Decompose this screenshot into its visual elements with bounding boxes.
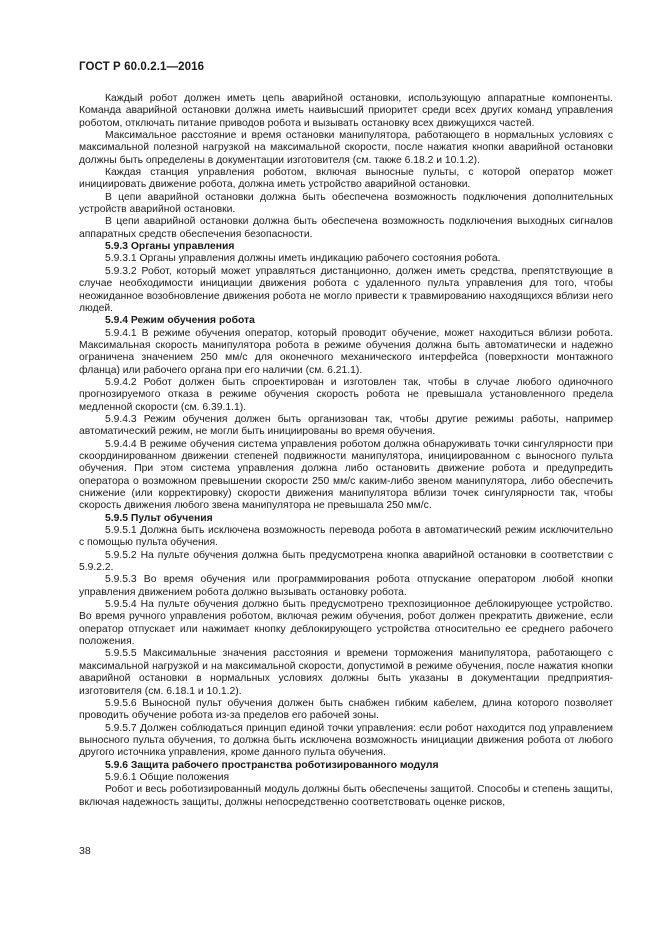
paragraph: 5.9.5.6 Выносной пульт обучения должен быть снабжен гибким кабелем, длина которого позволяет проводить обучение робота из-за пределов его рабочей зоны. [79, 697, 613, 722]
section-heading: 5.9.3 Органы управления [105, 241, 235, 253]
paragraph: 5.9.5.4 На пульте обучения должно быть предусмотрено трехпозиционное деблокирующее устройство. Во время ручного управления роботом, включая режим обучения, робот должен прекратить движение, если оператор отпускает или нажимает кнопку деблокирующего устройства относительно ее среднего рабочего положения. [79, 599, 613, 648]
paragraph: 5.9.6.1 Общие положения [105, 771, 230, 783]
paragraph: Робот и весь роботизированный модуль должны быть обеспечены защитой. Способы и степень защиты, включая надежность защиты, должны непосредственно соответствовать оценке рисков, [79, 784, 613, 808]
paragraph: В цепи аварийной остановки должна быть обеспечена возможность подключения дополнительных устройств аварийной остановки. [79, 191, 613, 216]
paragraph: Максимальное расстояние и время остановки манипулятора, работающего в нормальных условиях с максимальной полезной нагрузкой на максимальной скорости, после нажатия кнопки аварийной остановки должны быть определены в документации изготовителя (см. также 6.18.2 и 10.1.2). [79, 130, 613, 166]
paragraph: В цепи аварийной остановки должна быть обеспечена возможность подключения выходных сигналов аппаратных средств обеспечения безопасности. [79, 216, 613, 240]
paragraph: Каждая станция управления роботом, включая выносные пульты, с которой оператор может инициировать движение робота, должна иметь устройство аварийной остановки. [79, 167, 613, 191]
paragraph: 5.9.3.2 Робот, который может управляться дистанционно, должен иметь средства, препятствующие в случае необходимости инициации движения робота с удаленного пульта управления для того, чтобы неожиданное возобновление движения робота не могло привести к травмированию находящихся вблизи него людей. [79, 265, 613, 314]
section-heading: 5.9.5 Пульт обучения [105, 512, 213, 524]
paragraph: 5.9.5.1 Должна быть исключена возможность перевода робота в автоматический режим исключительно с помощью пульта обучения. [79, 525, 613, 549]
page-number: 38 [79, 845, 91, 857]
paragraph: 5.9.4.2 Робот должен быть спроектирован и изготовлен так, чтобы в случае любого одиночного прогнозируемого отказа в режиме обучения скорость робота не превышала установленного предела медленной скорости (см. 6.39.1.1). [79, 376, 613, 413]
paragraph: 5.9.3.1 Органы управления должны иметь индикацию рабочего состояния робота. [105, 253, 501, 265]
paragraph: 5.9.5.2 На пульте обучения должна быть предусмотрена кнопка аварийной остановки в соответствии с 5.9.2.2. [79, 549, 613, 574]
paragraph: 5.9.5.5 Максимальные значения расстояния и времени торможения манипулятора, работающего с максимальной нагрузкой и на максимальной скорости, допустимой в режиме обучения, после нажатия кнопки аварийной остановки в нормальных условиях должны быть указаны в документации предприятия-изготовителя (см. 6.18.1 и 10.1.2). [79, 648, 613, 697]
section-heading: 5.9.4 Режим обучения робота [105, 315, 255, 327]
paragraph: 5.9.4.1 В режиме обучения оператор, который проводит обучение, может находиться вблизи робота. Максимальная скорость манипулятора робота в режиме обучения должна быть автоматически и надежно ограничена значением 250 мм/с для оконечного механического интерфейса (поверхности монтажного фланца) или рабочего органа при его наличии (см. 6.21.1). [79, 327, 613, 376]
document-body [79, 93, 613, 809]
section-heading: 5.9.6 Защита рабочего пространства роботизированного модуля [105, 759, 439, 771]
paragraph: 5.9.5.3 Во время обучения или программирования робота отпускание оператором любой кнопки управления движением робота должно вызывать остановку робота. [79, 574, 613, 598]
paragraph: Каждый робот должен иметь цепь аварийной остановки, использующую аппаратные компоненты. Команда аварийной остановки должна иметь наивысший приоритет среди всех других команд управления роботом, отключать питание приводов робота и вызывать остановку всех движущихся частей. [79, 93, 613, 129]
paragraph: 5.9.5.7 Должен соблюдаться принцип единой точки управления: если робот находится под управлением выносного пульта обучения, то должна быть исключена возможность инициации движения робота от любого другого источника управления, кроме данного пульта обучения. [79, 722, 613, 759]
standard-header: ГОСТ Р 60.0.2.1—2016 [79, 61, 205, 73]
paragraph: 5.9.4.3 Режим обучения должен быть организован так, чтобы другие режимы работы, например автоматический режим, не могли быть инициированы во время обучения. [79, 413, 613, 438]
paragraph: 5.9.4.4 В режиме обучения система управления роботом должна обнаруживать точки сингулярности при скоординированном движении степеней подвижности манипулятора, инициированном с выносного пульта обучения. При этом система управления должна либо остановить движение робота и предупредить оператора о возможном превышении скорости 250 мм/с каким-либо звеном манипулятора, либо обеспечить снижение (или корректировку) скорости движения манипулятора вблизи точек сингулярности так, чтобы скорость движения любого звена манипулятора не превышала 250 мм/с. [79, 438, 613, 512]
